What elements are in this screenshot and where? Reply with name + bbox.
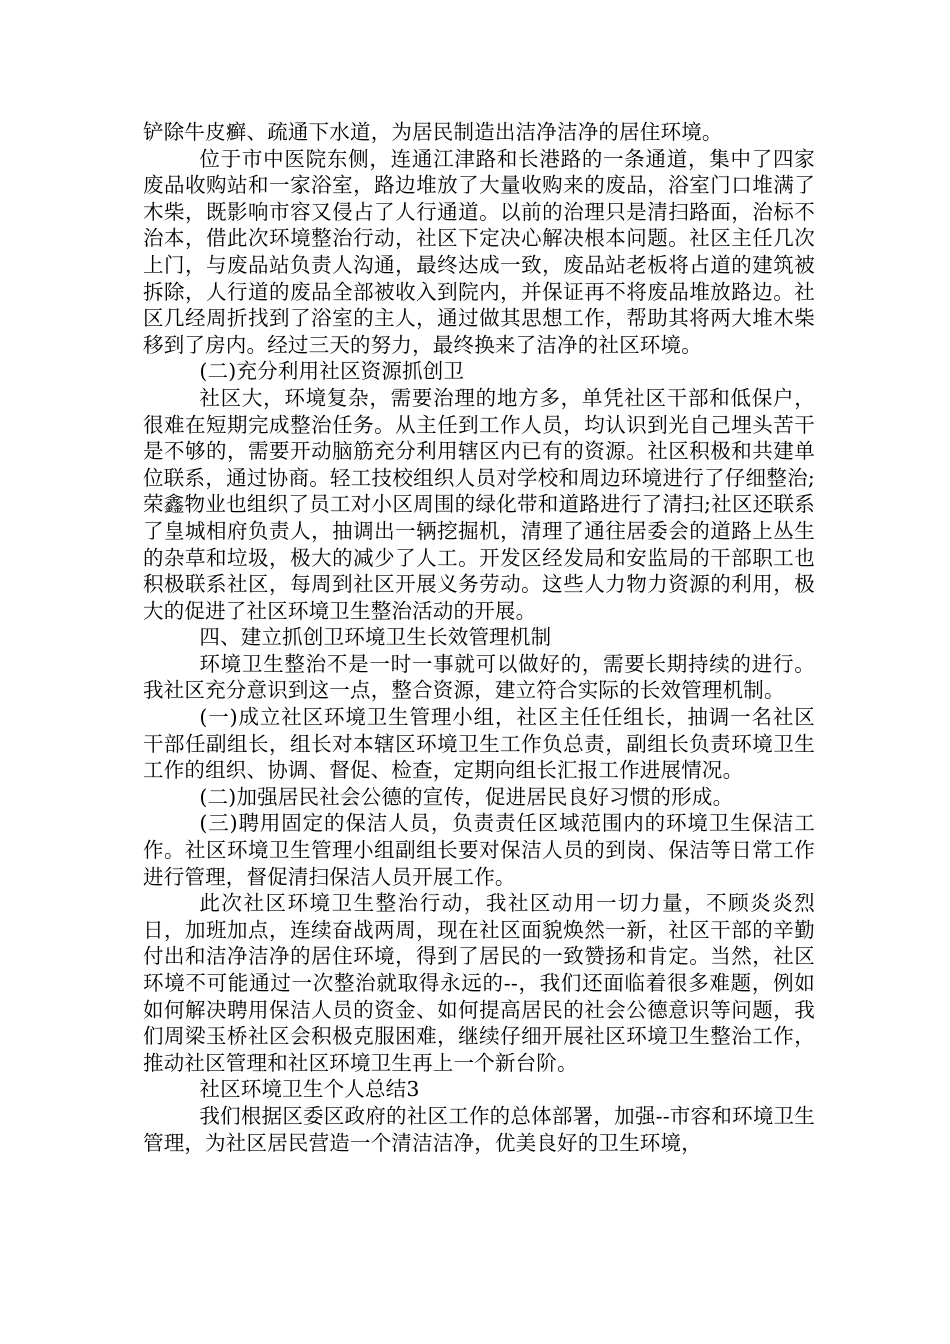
paragraph: (一)成立社区环境卫生管理小组，社区主任任组长，抽调一名社区干部任副组长，组长对本辖区环境卫生工作负总责，副组长负责环境卫生工作的组织、协调、督促、检查，定期向组长汇报工作进展情况。 xyxy=(143,705,815,783)
paragraph: 铲除牛皮癣、疏通下水道，为居民制造出洁净洁净的居住环境。 xyxy=(143,120,723,144)
paragraph: 社区大，环境复杂，需要治理的地方多，单凭社区干部和低保户，很难在短期完成整治任务。从主任到工作人员，均认识到光自己埋头苦干是不够的，需要开动脑筋充分利用辖区内已有的资源。社区积极和共建单位联系，通过协商。轻工技校组织人员对学校和周边环境进行了仔细整治;荣鑫物业也组织了员工对小区周围的绿化带和道路进行了清扫;社区还联系了皇城相府负责人，抽调出一辆挖掘机，清理了通往居委会的道路上丛生的杂草和垃圾，极大的减少了人工。开发区经发局和安监局的干部职工也积极联系社区，每周到社区开展义务劳动。这些人力物力资源的利用，极大的促进了社区环境卫生整治活动的开展。 xyxy=(143,385,815,623)
paragraph: 我们根据区委区政府的社区工作的总体部署，加强--市容和环境卫生管理，为社区居民营造一个清洁洁净，优美良好的卫生环境， xyxy=(143,1103,815,1155)
paragraph: 环境卫生整治不是一时一事就可以做好的，需要长期持续的进行。我社区充分意识到这一点，整合资源，建立符合实际的长效管理机制。 xyxy=(143,651,815,703)
paragraph: (二)加强居民社会公德的宣传，促进居民良好习惯的形成。 xyxy=(199,784,734,809)
paragraph: 位于市中医院东侧，连通江津路和长港路的一条通道，集中了四家废品收购站和一家浴室，路边堆放了大量收购来的废品，浴室门口堆满了木柴，既影响市容又侵占了人行通道。以前的治理只是清扫路面，治标不治本，借此次环境整治行动，社区下定决心解决根本问题。社区主任几次上门，与废品站负责人沟通，最终达成一致，废品站老板将占道的建筑被拆除，人行道的废品全部被收入到院内，并保证再不将废品堆放路边。社区几经周折找到了浴室的主人，通过做其思想工作，帮助其将两大堆木柴移到了房内。经过三天的努力，最终换来了洁净的社区环境。 xyxy=(143,146,815,357)
section-heading: (二)充分利用社区资源抓创卫 xyxy=(199,359,465,384)
paragraph: (三)聘用固定的保洁人员，负责责任区域范围内的环境卫生保洁工作。社区环境卫生管理小组副组长要对保洁人员的到岗、保洁等日常工作进行管理，督促清扫保洁人员开展工作。 xyxy=(143,811,815,889)
paragraph: 此次社区环境卫生整治行动，我社区动用一切力量，不顾炎炎烈日，加班加点，连续奋战两周，现在社区面貌焕然一新，社区干部的辛勤付出和洁净洁净的居住环境，得到了居民的一致赞扬和肯定。当然，社区环境不可能通过一次整治就取得永远的--，我们还面临着很多难题，例如如何解决聘用保洁人员的资金、如何提高居民的社会公德意识等问题，我们周梁玉桥社区会积极克服困难，继续仔细开展社区环境卫生整治工作，推动社区管理和社区环境卫生再上一个新台阶。 xyxy=(143,891,815,1075)
section-heading: 社区环境卫生个人总结3 xyxy=(199,1077,420,1102)
document-body xyxy=(143,119,815,1156)
section-heading: 四、建立抓创卫环境卫生长效管理机制 xyxy=(199,625,552,650)
